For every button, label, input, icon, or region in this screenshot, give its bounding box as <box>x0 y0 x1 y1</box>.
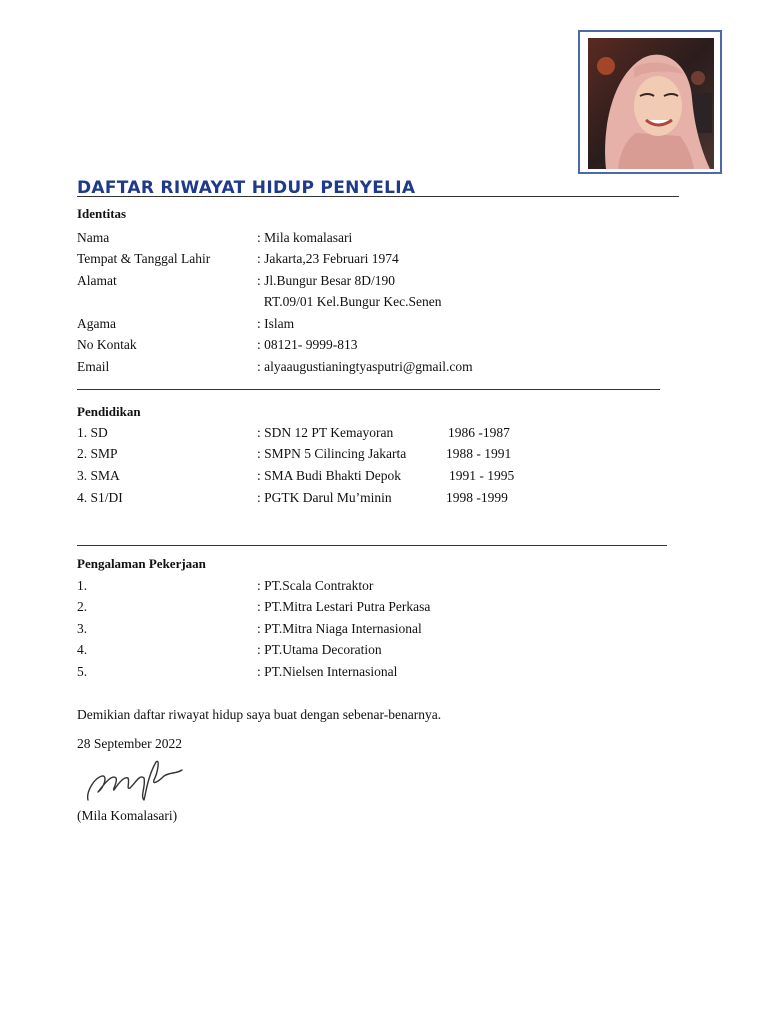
profile-photo <box>588 38 714 169</box>
profile-photo-illustration <box>588 38 714 169</box>
row-value: : PT.Nielsen Internasional <box>257 664 398 679</box>
row-value: : Jakarta,23 Februari 1974 <box>257 251 399 266</box>
section-divider <box>77 545 667 546</box>
row-value: : SMPN 5 Cilincing Jakarta <box>257 446 407 461</box>
row-label: 5. <box>77 664 88 679</box>
row-years: 1998 -1999 <box>446 490 508 505</box>
row-value: : PT.Mitra Lestari Putra Perkasa <box>257 599 431 614</box>
row-years: 1991 - 1995 <box>449 468 515 483</box>
row-label: 1. <box>77 578 88 593</box>
section-heading-identitas: Identitas <box>77 206 127 221</box>
row-label: 3. SMA <box>77 468 120 483</box>
section-divider <box>77 389 660 390</box>
row-value: : alyaaugustianingtyasputri@gmail.com <box>257 359 473 374</box>
document-date: 28 September 2022 <box>77 736 182 751</box>
handwritten-signature <box>84 756 194 806</box>
row-label: 4. <box>77 642 88 657</box>
row-label: Agama <box>77 316 116 331</box>
section-heading-pengalaman: Pengalaman Pekerjaan <box>77 556 206 571</box>
row-years: 1986 -1987 <box>448 425 510 440</box>
row-years: 1988 - 1991 <box>446 446 512 461</box>
row-value: : Jl.Bungur Besar 8D/190 <box>257 273 395 288</box>
row-value: : Mila komalasari <box>257 230 353 245</box>
row-label: 3. <box>77 621 88 636</box>
row-value: : PT.Mitra Niaga Internasional <box>257 621 422 636</box>
row-value: : PT.Utama Decoration <box>257 642 382 657</box>
row-value: : Islam <box>257 316 295 331</box>
row-label: Tempat & Tanggal Lahir <box>77 251 211 266</box>
row-value: : 08121- 9999-813 <box>257 337 358 352</box>
row-label: No Kontak <box>77 337 137 352</box>
closing-statement: Demikian daftar riwayat hidup saya buat dengan sebenar-benarnya. <box>77 707 442 722</box>
row-label: 2. SMP <box>77 446 118 461</box>
row-value: : SMA Budi Bhakti Depok <box>257 468 402 483</box>
document-title: DAFTAR RIWAYAT HIDUP PENYELIA <box>77 178 416 198</box>
section-heading-pendidikan: Pendidikan <box>77 404 141 419</box>
row-label: Email <box>77 359 110 374</box>
row-value: RT.09/01 Kel.Bungur Kec.Senen <box>257 294 442 309</box>
row-label: 2. <box>77 599 88 614</box>
row-value: : PT.Scala Contraktor <box>257 578 374 593</box>
row-value: : PGTK Darul Mu’minin <box>257 490 392 505</box>
row-label: 4. S1/DI <box>77 490 123 505</box>
profile-photo-frame <box>578 30 722 174</box>
title-divider <box>77 196 679 197</box>
row-value: : SDN 12 PT Kemayoran <box>257 425 394 440</box>
row-label: Alamat <box>77 273 117 288</box>
signatory-name: (Mila Komalasari) <box>77 808 178 823</box>
row-label: 1. SD <box>77 425 108 440</box>
row-label: Nama <box>77 230 110 245</box>
